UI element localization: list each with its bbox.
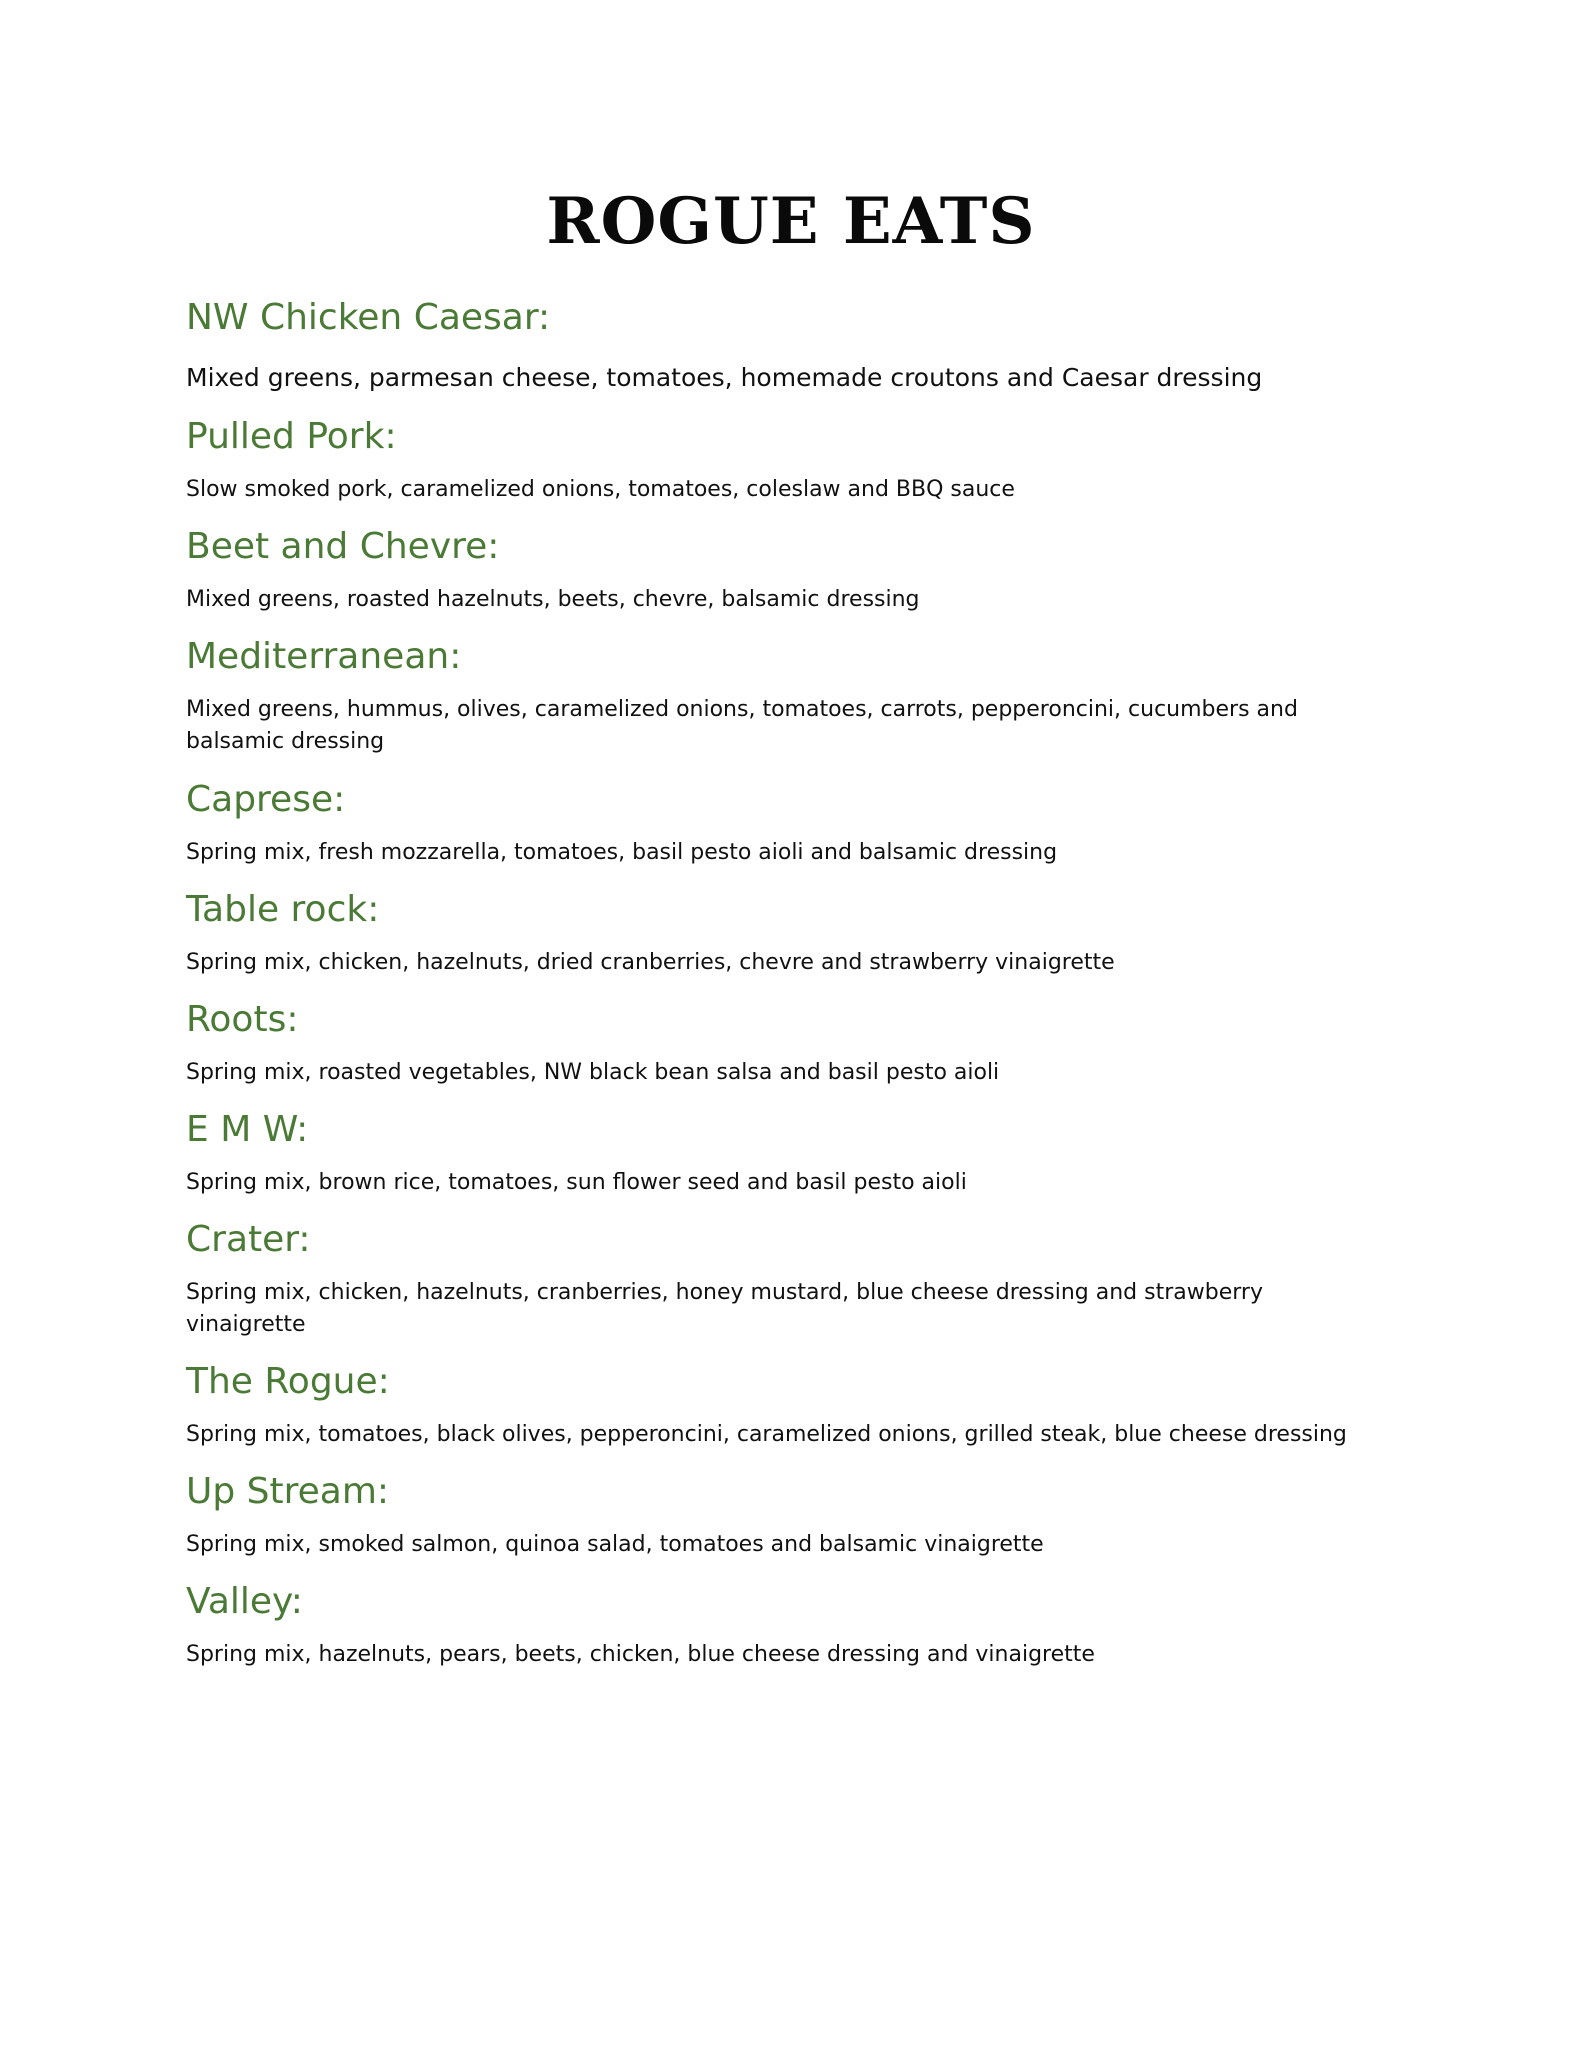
menu-item-table-rock — [186, 886, 1386, 979]
page-title: ROGUE EATS — [546, 184, 1036, 259]
menu-item-name: Mediterranean: — [186, 636, 462, 677]
menu-item-description: Spring mix, chicken, hazelnuts, dried cranberries, chevre and strawberry vinaigrette — [186, 950, 1115, 975]
menu-item-name: Valley: — [186, 1581, 303, 1622]
menu-item-beet-and-chevre — [186, 523, 1386, 616]
menu-item-description: Spring mix, roasted vegetables, NW black bean salsa and basil pesto aioli — [186, 1060, 1000, 1085]
menu-item-description: Slow smoked pork, caramelized onions, tomatoes, coleslaw and BBQ sauce — [186, 477, 1015, 502]
menu-item-name: Crater: — [186, 1219, 311, 1260]
menu-item-pulled-pork — [186, 413, 1386, 506]
menu-item-name: Up Stream: — [186, 1471, 390, 1512]
menu-item-name: Caprese: — [186, 779, 346, 820]
menu-item-valley — [186, 1578, 1386, 1671]
menu-list — [186, 294, 1386, 1688]
menu-item-up-stream — [186, 1468, 1386, 1561]
menu-item-nw-chicken-caesar — [186, 294, 1386, 394]
menu-item-crater — [186, 1216, 1386, 1341]
menu-item-description: Spring mix, tomatoes, black olives, pepperoncini, caramelized onions, grilled steak, blue cheese dressing — [186, 1422, 1347, 1447]
menu-item-description: Spring mix, hazelnuts, pears, beets, chicken, blue cheese dressing and vinaigrette — [186, 1642, 1095, 1667]
menu-item-description: Mixed greens, parmesan cheese, tomatoes, homemade croutons and Caesar dressing — [186, 363, 1263, 392]
menu-item-name: NW Chicken Caesar: — [186, 297, 551, 338]
menu-item-name: The Rogue: — [186, 1361, 390, 1402]
menu-item-the-rogue — [186, 1358, 1386, 1451]
menu-item-name: Table rock: — [186, 889, 380, 930]
menu-item-description: Spring mix, brown rice, tomatoes, sun flower seed and basil pesto aioli — [186, 1170, 967, 1195]
menu-item-description: Spring mix, fresh mozzarella, tomatoes, basil pesto aioli and balsamic dressing — [186, 840, 1058, 865]
menu-item-name: Roots: — [186, 999, 299, 1040]
menu-item-name: Beet and Chevre: — [186, 526, 500, 567]
menu-item-description: Mixed greens, hummus, olives, caramelized onions, tomatoes, carrots, pepperoncini, cucumbers and balsamic dressing — [186, 697, 1298, 754]
menu-item-description: Spring mix, smoked salmon, quinoa salad, tomatoes and balsamic vinaigrette — [186, 1532, 1044, 1557]
menu-item-roots — [186, 996, 1386, 1089]
menu-item-description: Mixed greens, roasted hazelnuts, beets, chevre, balsamic dressing — [186, 587, 920, 612]
menu-item-name: E M W: — [186, 1109, 309, 1150]
menu-item-description: Spring mix, chicken, hazelnuts, cranberries, honey mustard, blue cheese dressing and strawberry vinaigrette — [186, 1280, 1263, 1337]
menu-item-caprese — [186, 776, 1386, 869]
menu-item-emw — [186, 1106, 1386, 1199]
menu-item-name: Pulled Pork: — [186, 416, 397, 457]
menu-item-mediterranean — [186, 633, 1386, 758]
